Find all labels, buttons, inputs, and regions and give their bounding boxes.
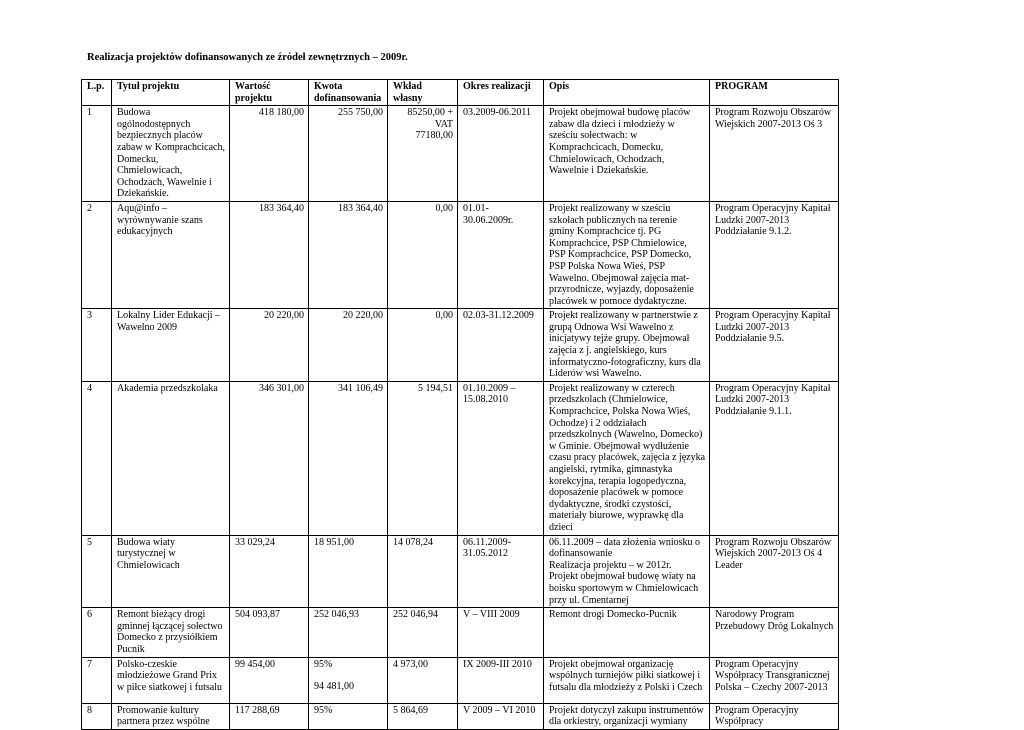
cell-title: Polsko-czeskie młodzieżowe Grand Prix w piłce siatkowej i futsalu [112,657,230,703]
header-period: Okres realizacji [458,80,544,106]
projects-table [81,79,839,730]
cell-lp: 7 [82,657,112,703]
cell-title: Akademia przedszkolaka [112,381,230,535]
cell-own-contribution: 252 046,94 [388,608,458,657]
cell-period: 01.01-30.06.2009r. [458,201,544,308]
header-title: Tytuł projektu [112,80,230,106]
cell-lp: 4 [82,381,112,535]
cell-description: Projekt realizowany w sześciu szkołach publicznych na terenie gminy Komprachcice tj. PG Komprachcice, PSP Chmielowice, PSP Komprachcice, PSP Domecko, PSP Polska Nowa Wieś, PSP Wawelno. Obejmował zajęcia mat-przyrodnicze, wyjazdy, doposażenie placówek w pomoce dydaktyczne. [544,201,710,308]
cell-lp: 3 [82,309,112,382]
cell-program: Program Operacyjny Współpracy Transgranicznej Polska – Czechy 2007-2013 [710,657,839,703]
cell-program: Program Operacyjny Współpracy [710,703,839,729]
cell-program: Program Operacyjny Kapitał Ludzki 2007-2013 Poddziałanie 9.1.1. [710,381,839,535]
description-line: Realizacja projektu – w 2012r. [549,559,672,571]
table-row [82,657,839,703]
cell-value: 418 180,00 [230,106,309,202]
cell-lp: 1 [82,106,112,202]
cell-own-contribution: 14 078,24 [388,535,458,608]
cell-program: Program Operacyjny Kapitał Ludzki 2007-2013 Poddziałanie 9.5. [710,309,839,382]
cell-funding: 183 364,40 [309,201,388,308]
cell-title: Lokalny Lider Edukacji – Wawelno 2009 [112,309,230,382]
cell-own-contribution: 5 864,69 [388,703,458,729]
cell-lp: 5 [82,535,112,608]
header-value: Wartość projektu [230,80,309,106]
cell-funding [309,657,388,703]
cell-description: Projekt dotyczył zakupu instrumentów dla orkiestry, organizacji wymiany [544,703,710,729]
table-row [82,309,839,382]
cell-funding: 341 106,49 [309,381,388,535]
table-row [82,106,839,202]
cell-description [544,535,710,608]
cell-own-contribution: 0,00 [388,309,458,382]
cell-period: 06.11.2009-31.05.2012 [458,535,544,608]
cell-funding: 255 750,00 [309,106,388,202]
funding-amount: 94 481,00 [314,681,354,693]
cell-title: Remont bieżący drogi gminnej łączącej sołectwo Domecko z przysiółkiem Pucnik [112,608,230,657]
header-program: PROGRAM [710,80,839,106]
page-title: Realizacja projektów dofinansowanych ze źródeł zewnętrznych – 2009r. [87,52,408,63]
cell-lp: 2 [82,201,112,308]
cell-description: Remont drogi Domecko-Pucnik [544,608,710,657]
own-contribution-line: VAT [434,118,453,130]
cell-program: Narodowy Program Przebudowy Dróg Lokalnych [710,608,839,657]
cell-period: IX 2009-III 2010 [458,657,544,703]
description-line: 06.11.2009 – data złożenia wniosku o dofinansowanie [549,536,700,560]
cell-value: 117 288,69 [230,703,309,729]
header-funding: Kwota dofinansowania [309,80,388,106]
cell-funding: 252 046,93 [309,608,388,657]
cell-value: 20 220,00 [230,309,309,382]
table-row [82,608,839,657]
cell-value: 33 029,24 [230,535,309,608]
cell-value: 504 093,87 [230,608,309,657]
header-description: Opis [544,80,710,106]
header-own-contribution: Wkład własny [388,80,458,106]
cell-funding: 18 951,00 [309,535,388,608]
cell-program: Program Rozwoju Obszarów Wiejskich 2007-2013 Oś 3 [710,106,839,202]
table-row [82,535,839,608]
table-row [82,703,839,729]
cell-own-contribution: 5 194,51 [388,381,458,535]
cell-value: 183 364,40 [230,201,309,308]
cell-period: 01.10.2009 – 15.08.2010 [458,381,544,535]
cell-period: V 2009 – VI 2010 [458,703,544,729]
cell-lp: 8 [82,703,112,729]
own-contribution-line: 77180,00 [415,130,453,142]
cell-title: Promowanie kultury partnera przez wspólne [112,703,230,729]
cell-lp: 6 [82,608,112,657]
cell-period: 02.03-31.12.2009 [458,309,544,382]
cell-value: 99 454,00 [230,657,309,703]
cell-description: Projekt realizowany w czterech przedszkolach (Chmielowice, Komprachcice, Polska Nowa Wieś, Ochodze) i 2 oddziałach przedszkolnych (Wawelno, Domecko) w Gminie. Obejmował wydłużenie czasu pracy placówek, zajęcia z języka angielski, rytmika, gimnastyka korekcyjna, terapia logopedyczna, doposażenie placówek w pomoce dydaktyczne, środki czystości, materiały biurowe, wyprawkę dla dzieci [544,381,710,535]
cell-own-contribution: 0,00 [388,201,458,308]
cell-title: Budowa ogólnodostępnych bezpiecznych placów zabaw w Komprachcicach, Domecku, Chmielowicach, Ochodzach, Wawelnie i Dziekańskie. [112,106,230,202]
cell-period: V – VIII 2009 [458,608,544,657]
cell-own-contribution: 4 973,00 [388,657,458,703]
cell-funding: 95% [309,703,388,729]
own-contribution-line: 85250,00 + [407,107,453,119]
cell-own-contribution [388,106,458,202]
cell-period: 03.2009-06.2011 [458,106,544,202]
cell-description: Projekt realizowany w partnerstwie z grupą Odnowa Wsi Wawelno z inicjatywy tejże grupy. Obejmował zajęcia z j. angielskiego, kurs informatyczno-fotograficzny, kurs dla Liderów wsi Wawelno. [544,309,710,382]
cell-description: Projekt obejmował organizację wspólnych turniejów piłki siatkowej i futsalu dla młodzieży z Polski i Czech [544,657,710,703]
header-lp: L.p. [82,80,112,106]
cell-program: Program Operacyjny Kapitał Ludzki 2007-2013 Poddziałanie 9.1.2. [710,201,839,308]
table-row [82,201,839,308]
spacer [314,670,383,681]
cell-funding: 20 220,00 [309,309,388,382]
cell-description: Projekt obejmował budowę placów zabaw dla dzieci i młodzieży w sześciu sołectwach: w Komprachcicach, Domecku, Chmielowicach, Ochodzach, Wawelnie i Dziekańskie. [544,106,710,202]
cell-title: Budowa wiaty turystycznej w Chmielowicach [112,535,230,608]
table-row [82,381,839,535]
funding-percent: 95% [314,658,333,670]
description-line: Projekt obejmował budowę wiaty na boisku sportowym w Chmielowicach przy ul. Cmentarnej [549,571,699,606]
cell-program: Program Rozwoju Obszarów Wiejskich 2007-2013 Oś 4 Leader [710,535,839,608]
header-row [82,80,839,106]
cell-value: 346 301,00 [230,381,309,535]
cell-title: Aqu@info – wyrównywanie szans edukacyjnych [112,201,230,308]
